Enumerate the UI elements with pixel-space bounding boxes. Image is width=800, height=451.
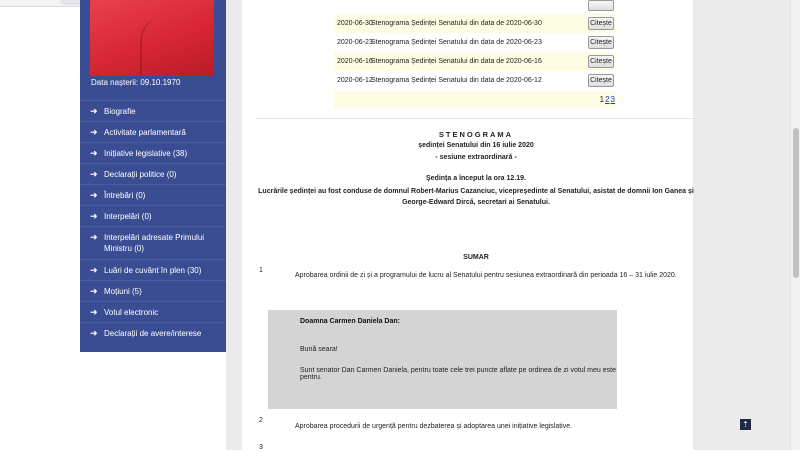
arrow-right-icon: ➜	[90, 148, 98, 158]
stenogram-title: Stenograma Ședinței Senatului din data de 2020-06-12	[371, 77, 542, 84]
summary-item-text: Aprobarea ordinii de zi și a programului de lucru al Senatului pentru sesiunea extraordinară din perioada 16 – 31 iulie 2020.	[295, 272, 677, 279]
menu-item-activitate[interactable]	[80, 121, 226, 142]
read-button[interactable]: Citește	[588, 17, 614, 30]
pagination	[599, 95, 615, 104]
pagination-page-3[interactable]: 3	[610, 95, 615, 104]
menu-item-luari-cuvant[interactable]	[80, 259, 226, 280]
arrow-right-icon: ➜	[90, 328, 98, 338]
table-row	[334, 33, 616, 52]
menu-item-intrebari[interactable]	[80, 184, 226, 205]
read-button[interactable]: Citește	[588, 36, 614, 49]
summary-item-number: 3	[259, 444, 263, 451]
stenogram-date: 2020-06-16	[337, 58, 373, 65]
menu-item-label: Biografie	[104, 107, 136, 116]
stenogram-date: 2020-06-23	[337, 39, 373, 46]
photo-detail	[140, 18, 192, 76]
table-row	[334, 14, 616, 33]
table-row-partial	[334, 0, 616, 14]
menu-item-declaratii-politice[interactable]	[80, 163, 226, 184]
menu-item-label: Luări de cuvânt în plen (30)	[104, 266, 202, 275]
stenogram-title: Stenograma Ședinței Senatului din data de 2020-06-30	[371, 20, 542, 27]
date-of-birth: Data nașterii: 09.10.1970	[91, 78, 181, 87]
speech-paragraph: Sunt senator Dan Carmen Daniela, pentru toate cele trei puncte aflate pe ordinea de zi votul meu este pentru.	[300, 367, 616, 381]
arrow-right-icon: ➜	[90, 232, 98, 242]
senator-photo	[90, 0, 214, 76]
session-type: - sesiune extraordinară -	[435, 154, 517, 161]
arrow-right-icon: ➜	[90, 106, 98, 116]
pagination-current: 1	[599, 95, 605, 104]
menu-item-label: Activitate parlamentară	[104, 128, 186, 137]
transcript-title: STENOGRAMA	[438, 130, 514, 139]
arrow-right-icon: ➜	[90, 169, 98, 179]
menu-item-label: Moțiuni (5)	[104, 287, 142, 296]
stenogram-title: Stenograma Ședinței Senatului din data de 2020-06-23	[371, 39, 542, 46]
summary-item-number: 1	[259, 267, 263, 274]
pagination-row	[334, 91, 616, 108]
menu-item-label: Declarații politice (0)	[104, 170, 177, 179]
arrow-right-icon: ➜	[90, 265, 98, 275]
menu-item-interpelari[interactable]	[80, 205, 226, 226]
read-button[interactable]: Citește	[588, 55, 614, 68]
arrow-right-icon: ➜	[90, 286, 98, 296]
table-row	[334, 52, 616, 71]
menu-item-interpelari-pm[interactable]	[80, 226, 226, 259]
menu-item-label: Votul electronic	[104, 308, 159, 317]
summary-item-number: 2	[259, 417, 263, 424]
senator-sidebar	[80, 0, 226, 352]
arrow-right-icon: ➜	[90, 307, 98, 317]
session-opened-time: Ședința a început la ora 12.19.	[426, 175, 526, 182]
menu-item-label: Declarații de avere/interese	[104, 329, 202, 338]
speaker-name: Doamna Carmen Daniela Dan:	[300, 318, 400, 325]
summary-heading: SUMAR	[463, 254, 489, 261]
read-button-partial[interactable]	[588, 0, 614, 11]
menu-item-label: Inițiative legislative (38)	[104, 149, 188, 158]
senator-menu	[80, 100, 226, 343]
back-to-top-button[interactable]	[740, 419, 751, 430]
arrow-up-icon: ⇡	[742, 420, 749, 429]
arrow-right-icon: ➜	[90, 211, 98, 221]
pagination-page-2[interactable]: 2	[605, 95, 610, 104]
menu-item-motiuni[interactable]	[80, 280, 226, 301]
session-intro: Lucrările ședinței au fost conduse de domnul Robert-Marius Cazanciuc, vicepreședinte al Senatului, asistat de domnii Ion Ganea și George-Edward Dircă, secretari ai Senatului.	[258, 188, 694, 206]
menu-item-label: Interpelări (0)	[104, 212, 152, 221]
menu-item-label: Întrebări (0)	[104, 191, 146, 200]
section-divider	[256, 118, 696, 119]
menu-item-label: Interpelări adresate Primului Ministru (0)	[104, 233, 205, 253]
menu-item-biografie[interactable]	[80, 100, 226, 121]
menu-item-initiative[interactable]	[80, 142, 226, 163]
scrollbar-thumb[interactable]	[793, 128, 799, 278]
menu-item-vot-electronic[interactable]	[80, 301, 226, 322]
stenogram-date: 2020-06-12	[337, 77, 373, 84]
read-button[interactable]: Citește	[588, 74, 614, 87]
transcript-subtitle: ședinței Senatului din 16 iulie 2020	[418, 142, 534, 149]
arrow-right-icon: ➜	[90, 190, 98, 200]
menu-item-declaratii-avere[interactable]	[80, 322, 226, 343]
table-row	[334, 71, 616, 90]
speech-box	[268, 310, 617, 409]
summary-item-text: Aprobarea procedurii de urgență pentru dezbaterea și adoptarea unei inițiative legislative.	[295, 423, 573, 430]
stenogram-title: Stenograma Ședinței Senatului din data de 2020-06-16	[371, 58, 542, 65]
stenogram-date: 2020-06-30	[337, 20, 373, 27]
page-scrollbar[interactable]	[790, 0, 800, 450]
arrow-right-icon: ➜	[90, 127, 98, 137]
speech-paragraph: Bună seara!	[300, 346, 338, 353]
